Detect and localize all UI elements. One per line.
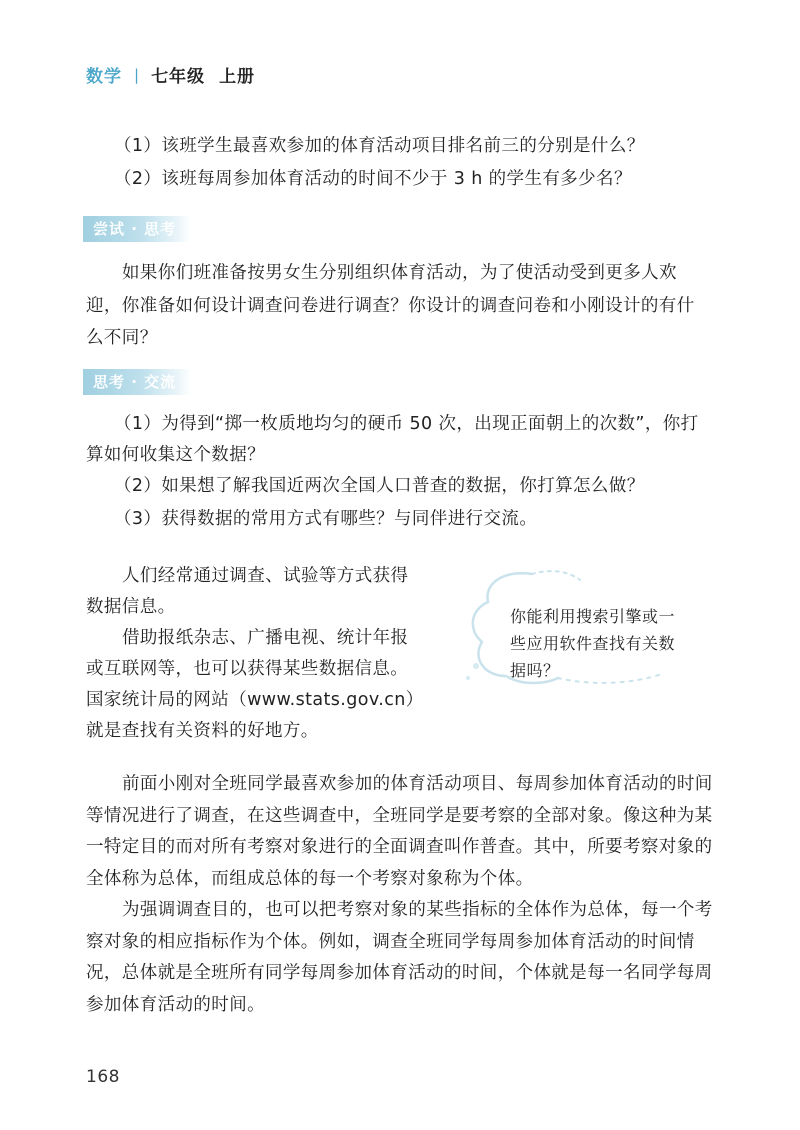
side-paragraph-2: 借助报纸杂志、广播电视、统计年报或互联网等，也可以获得某些数据信息。国家统计局的网站（www.stats.gov.cn）就是查找有关资料的好地方。	[86, 628, 415, 741]
main-text-block	[86, 769, 716, 1021]
main-paragraph-2: 为强调调查目的，也可以把考察对象的某些指标的全体作为总体，每一个考察对象的相应指标作为个体。例如，调查全班同学每周参加体育活动的时间情况，总体就是全班所有同学每周参加体育活动的时间，个体就是每一名同学每周参加体育活动的时间。	[86, 900, 713, 1015]
try-think-text: 如果你们班准备按男女生分别组织体育活动，为了使活动受到更多人欢迎，你准备如何设计调查问卷进行调查？你设计的调查问卷和小刚设计的有什么不同？	[86, 263, 695, 348]
discuss-item-2: （2）如果想了解我国近两次全国人口普查的数据，你打算怎么做？	[114, 476, 645, 496]
question-1: （1）该班学生最喜欢参加的体育活动项目排名前三的分别是什么？	[114, 136, 645, 156]
side-text-block	[86, 561, 419, 747]
header-separator: |	[134, 65, 140, 84]
question-2: （2）该班每周参加体育活动的时间不少于 3 h 的学生有多少名？	[114, 169, 632, 189]
bubble-text: 你能利用搜索引擎或一些应用软件查找有关数据吗？	[510, 607, 676, 680]
discuss-item-1-line-1: （1）为得到“掷一枚质地均匀的硬币 50 次，出现正面朝上的次数”，你打	[114, 414, 699, 434]
page-header	[86, 62, 255, 87]
main-paragraph-1: 前面小刚对全班同学最喜欢参加的体育活动项目、每周参加体育活动的时间等情况进行了调查，在这些调查中，全班同学是要考察的全部对象。像这种为某一特定目的而对所有考察对象进行的全面调查叫作普查。其中，所要考察对象的全体称为总体，而组成总体的每一个考察对象称为个体。	[86, 774, 713, 889]
side-paragraph-1: 人们经常通过调查、试验等方式获得数据信息。	[86, 566, 409, 617]
discuss-item-1-line-2: 算如何收集这个数据？	[86, 445, 265, 465]
page-number: 168	[86, 1067, 120, 1087]
header-subject: 数学	[86, 67, 122, 87]
header-grade: 七年级	[151, 67, 206, 87]
think-discuss-label: 思考 · 交流	[83, 369, 191, 395]
try-think-label: 尝试 · 思考	[83, 216, 191, 242]
discuss-item-3: （3）获得数据的常用方式有哪些？与同伴进行交流。	[114, 509, 538, 529]
header-volume: 上册	[219, 67, 256, 87]
